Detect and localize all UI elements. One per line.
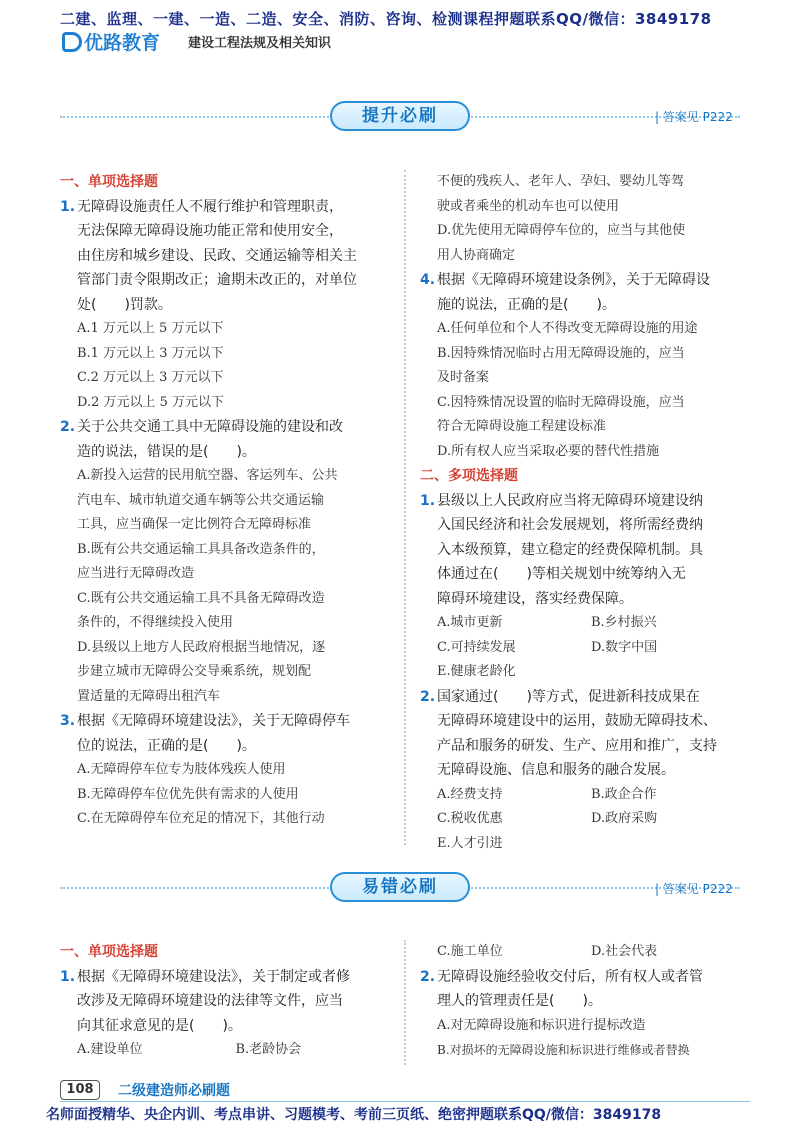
option-c: C.施工单位 bbox=[437, 944, 503, 959]
option-line: B.既有公共交通运输工具具备改造条件的， bbox=[77, 541, 325, 557]
question-number: 1. bbox=[420, 492, 436, 509]
option-line: 及时备案 bbox=[437, 370, 490, 385]
option-d: D.数字中国 bbox=[591, 639, 658, 655]
option-row bbox=[420, 636, 745, 661]
question-number: 4. bbox=[420, 272, 436, 288]
question-number: 1. bbox=[60, 968, 76, 985]
option-b: B.乡村振兴 bbox=[591, 615, 657, 630]
stem-line: 施的说法，正确的是( )。 bbox=[437, 296, 616, 313]
section-title-badge: 提升必刷 bbox=[330, 101, 470, 131]
option-c: C.因特殊情况设置的临时无障碍设施，应当 bbox=[437, 394, 685, 410]
multiple-choice-heading: 二、多项选择题 bbox=[420, 468, 518, 484]
option-a: A.任何单位和个人不得改变无障碍设施的用途 bbox=[437, 321, 698, 336]
column-divider bbox=[404, 940, 406, 1065]
book-title: 二级建造师必刷题 bbox=[118, 1083, 230, 1099]
column-divider bbox=[404, 170, 406, 845]
option-row bbox=[420, 660, 745, 685]
question-number: 3. bbox=[60, 713, 76, 729]
option-row bbox=[420, 832, 745, 857]
section2-left-column bbox=[60, 940, 394, 1063]
option-row bbox=[420, 940, 745, 965]
answer-reference: | 答案见 P222 bbox=[655, 882, 733, 896]
question-number: 2. bbox=[420, 968, 436, 985]
stem-line: 根据《无障碍环境建设法》，关于制定或者修 bbox=[77, 968, 350, 985]
stem-line: 产品和服务的研发、生产、应用和推广，支持 bbox=[437, 737, 717, 754]
stem-line: 无法保障无障碍设施功能正常和使用安全， bbox=[77, 223, 343, 239]
option-c: C.2 万元以上 3 万元以下 bbox=[77, 370, 224, 385]
stem-line: 由住房和城乡建设、民政、交通运输等相关主 bbox=[77, 247, 357, 264]
stem-line: 国家通过( )等方式，促进新科技成果在 bbox=[437, 688, 700, 705]
single-choice-heading: 一、单项选择题 bbox=[60, 944, 158, 960]
option-line: 符合无障碍设施工程建设标准 bbox=[437, 419, 607, 434]
option-line: 汽电车、城市轨道交通车辆等公共交通运输 bbox=[77, 492, 325, 508]
option-b: B.因特殊情况临时占用无障碍设施的，应当 bbox=[437, 345, 685, 361]
stem-line: 改涉及无障碍环境建设的法律等文件，应当 bbox=[77, 993, 343, 1009]
option-a: A.城市更新 bbox=[437, 615, 503, 630]
option-b: B.1 万元以上 3 万元以下 bbox=[77, 345, 224, 361]
option-line: D.县级以上地方人民政府根据当地情况，逐 bbox=[77, 639, 326, 655]
option-c: C.可持续发展 bbox=[437, 639, 516, 655]
page-number: 108 bbox=[60, 1080, 100, 1100]
header-promo-text: 二建、监理、一建、一造、二造、安全、消防、咨询、检测课程押题联系QQ/微信：3849178 bbox=[60, 10, 712, 28]
question-2 bbox=[60, 415, 394, 464]
stem-line: 无障碍设施责任人不履行维护和管理职责， bbox=[77, 198, 343, 215]
stem-line: 管部门责令限期改正；逾期未改正的，对单位 bbox=[77, 272, 357, 288]
option-row bbox=[420, 807, 745, 832]
question-2 bbox=[420, 965, 745, 1014]
option-row bbox=[420, 611, 745, 636]
option-c: C.税收优惠 bbox=[437, 811, 503, 826]
option-d: D.社会代表 bbox=[591, 944, 658, 959]
option-line: 条件的，不得继续投入使用 bbox=[77, 615, 234, 630]
option-b: B.老龄协会 bbox=[235, 1042, 302, 1057]
option-d: D.政府采购 bbox=[591, 811, 658, 826]
option-d: D.所有权人应当采取必要的替代性措施 bbox=[437, 443, 660, 459]
option-a: A.1 万元以上 5 万元以下 bbox=[77, 321, 224, 336]
option-b: B.对损坏的无障碍设施和标识进行维修或者替换 bbox=[437, 1043, 690, 1057]
question-number: 2. bbox=[420, 688, 436, 705]
option-e: E.健康老龄化 bbox=[437, 664, 516, 679]
option-line: A.新投入运营的民用航空器、客运列车、公共 bbox=[77, 468, 338, 483]
option-line: 驶或者乘坐的机动车也可以使用 bbox=[437, 198, 620, 214]
question-3 bbox=[60, 709, 394, 758]
option-d: D.2 万元以上 5 万元以下 bbox=[77, 394, 225, 410]
question-1 bbox=[60, 965, 394, 1039]
single-choice-heading: 一、单项选择题 bbox=[60, 174, 158, 190]
section1-left-column bbox=[60, 170, 394, 832]
multi-question-1 bbox=[420, 489, 745, 612]
option-b: B.无障碍停车位优先供有需求的人使用 bbox=[77, 786, 299, 802]
publisher-logo bbox=[62, 28, 160, 55]
section-title-badge: 易错必刷 bbox=[330, 872, 470, 902]
option-line: 工具，应当确保一定比例符合无障碍标准 bbox=[77, 517, 312, 532]
question-number: 1. bbox=[60, 198, 76, 215]
stem-line: 向其征求意见的是( )。 bbox=[77, 1017, 242, 1034]
option-b: B.政企合作 bbox=[591, 786, 657, 802]
footer-promo-text: 名师面授精华、央企内训、考点串讲、习题模考、考前三页纸、绝密押题联系QQ/微信：3849178 bbox=[46, 1107, 662, 1123]
stem-line: 入国民经济和社会发展规划，将所需经费纳 bbox=[437, 517, 703, 533]
multi-question-2 bbox=[420, 685, 745, 783]
option-e: E.人才引进 bbox=[437, 835, 503, 851]
stem-line: 造的说法，错误的是( )。 bbox=[77, 443, 256, 460]
option-a: A.对无障碍设施和标识进行提标改造 bbox=[437, 1017, 646, 1033]
footer-divider bbox=[60, 1101, 750, 1102]
stem-line: 关于公共交通工具中无障碍设施的建设和改 bbox=[77, 419, 343, 435]
answer-reference: | 答案见 P222 bbox=[655, 110, 733, 124]
stem-line: 位的说法，正确的是( )。 bbox=[77, 737, 256, 754]
option-line: 步建立城市无障碍公交导乘系统，规划配 bbox=[77, 664, 312, 679]
option-a: A.建设单位 bbox=[77, 1042, 143, 1057]
question-4 bbox=[420, 268, 745, 317]
stem-line: 无障碍环境建设中的运用，鼓励无障碍技术、 bbox=[437, 713, 717, 729]
stem-line: 无障碍设施、信息和服务的融合发展。 bbox=[437, 762, 675, 778]
option-line: 应当进行无障碍改造 bbox=[77, 566, 195, 581]
stem-line: 体通过在( )等相关规划中统筹纳入无 bbox=[437, 566, 686, 582]
option-d: D.优先使用无障碍停车位的，应当与其他使 bbox=[437, 223, 686, 238]
stem-line: 根据《无障碍环境建设条例》，关于无障碍设 bbox=[437, 272, 710, 288]
option-a: A.经费支持 bbox=[437, 786, 503, 802]
stem-line: 障碍环境建设，落实经费保障。 bbox=[437, 590, 633, 607]
option-line: 置适量的无障碍出租汽车 bbox=[77, 688, 221, 704]
logo-mark-icon bbox=[62, 32, 82, 52]
option-line: 不便的残疾人、老年人、孕妇、婴幼儿等驾 bbox=[437, 174, 685, 189]
subject-title: 建设工程法规及相关知识 bbox=[188, 36, 332, 51]
logo-text: 优路教育 bbox=[84, 32, 161, 54]
stem-line: 县级以上人民政府应当将无障碍环境建设纳 bbox=[437, 492, 703, 509]
question-1 bbox=[60, 195, 394, 318]
section2-right-column bbox=[420, 940, 745, 1063]
question-number: 2. bbox=[60, 419, 76, 435]
option-row bbox=[60, 1038, 394, 1063]
stem-line: 根据《无障碍环境建设法》，关于无障碍停车 bbox=[77, 713, 350, 729]
option-c: C.在无障碍停车位充足的情况下，其他行动 bbox=[77, 811, 325, 826]
stem-line: 入本级预算，建立稳定的经费保障机制。具 bbox=[437, 541, 703, 558]
section1-right-column bbox=[420, 170, 745, 856]
option-line: 用人协商确定 bbox=[437, 247, 516, 263]
option-line: C.既有公共交通运输工具不具备无障碍改造 bbox=[77, 590, 325, 606]
option-a: A.无障碍停车位专为肢体残疾人使用 bbox=[77, 762, 286, 777]
option-row bbox=[420, 783, 745, 808]
stem-line: 处( )罚款。 bbox=[77, 296, 172, 313]
stem-line: 无障碍设施经验收交付后，所有权人或者管 bbox=[437, 968, 703, 985]
stem-line: 理人的管理责任是( )。 bbox=[437, 993, 602, 1009]
